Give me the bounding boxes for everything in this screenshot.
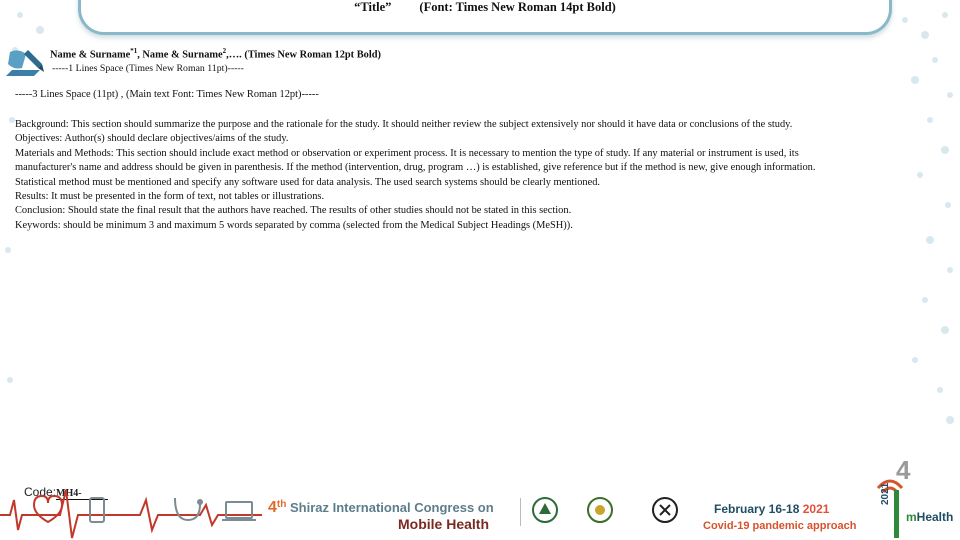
brand-logo-text: [906, 510, 953, 524]
congress-subtitle: Mobile Health: [398, 516, 490, 532]
stethoscope-icon: [175, 498, 200, 520]
brand-logo-m: m: [906, 510, 917, 524]
code-label: Code:: [24, 485, 57, 499]
author-font-note: ,…. (Times New Roman 12pt Bold): [226, 49, 381, 61]
logo-health-ministry: [653, 498, 677, 522]
three-lines-space-note: -----3 Lines Space (11pt) , (Main text Font: Times New Roman 12pt)-----: [15, 89, 319, 100]
author-1-affiliation: *1: [130, 47, 138, 55]
brand-logo-number: 4: [896, 455, 911, 485]
congress-title: [268, 499, 494, 517]
phone-icon: [90, 498, 104, 522]
title-font-note: (Font: Times New Roman 14pt Bold): [419, 0, 616, 14]
abstract-line: Background: This section should summarize the purpose and the rationale for the study. It should neither review the subject extensively nor should it have data or conclusions of the study.: [15, 119, 793, 130]
title-placeholder: “Title”: [354, 0, 392, 14]
abstract-line: Results: It must be presented in the form of text, not tables or illustrations.: [15, 191, 325, 203]
logo-medical-school: [588, 498, 612, 522]
congress-ordinal: th: [276, 499, 287, 510]
one-line-space-note: -----1 Lines Space (Times New Roman 11pt)-----: [52, 63, 244, 74]
congress-number: 4: [268, 499, 277, 516]
writing-hand-icon: [4, 46, 46, 80]
congress-dates: [714, 502, 829, 516]
author-1-name: Name & Surname: [50, 49, 131, 61]
abstract-line: Materials and Methods: This section should include exact method or observation or experiment process. It is necessary to mention the type of study. If any material or instrument is used, its: [15, 147, 799, 159]
congress-theme: Covid-19 pandemic approach: [703, 520, 857, 532]
author-names: [50, 47, 381, 60]
code-value: MH4-: [56, 488, 108, 500]
heart-icon: [34, 496, 62, 522]
abstract-line: Objectives: Author(s) should declare objectives/aims of the study.: [15, 133, 289, 145]
logo-separator: [520, 498, 521, 526]
abstract-line: Statistical method must be mentioned and specify any software used for data analysis. The used search systems should be clearly mentioned.: [15, 176, 600, 188]
author-2-name: , Name & Surname: [137, 49, 223, 61]
logo-university: [533, 498, 557, 522]
author-2-affiliation: 2: [222, 47, 227, 55]
brand-logo-year: 2021: [880, 482, 891, 505]
abstract-body: [15, 118, 950, 233]
page-title: [81, 0, 889, 15]
title-banner: [78, 0, 892, 35]
congress-date-range: February 16-18: [714, 502, 803, 516]
congress-year: 2021: [802, 502, 830, 516]
congress-name: Shiraz International Congress on: [286, 500, 494, 515]
abstract-line: manufacturer's name and address should be given in parenthesis. If the method (intervention, drug, program …) is established, give reference but if the method is new, give enough information.: [15, 162, 816, 174]
brand-logo-health: Health: [916, 510, 954, 524]
abstract-line: Conclusion: Should state the final result that the authors have reached. The results of other studies should not be stated in this section.: [15, 205, 572, 217]
abstract-line: Keywords: should be minimum 3 and maximum 5 words separated by comma (selected from the Medical Subject Headings (MeSH)).: [15, 219, 573, 231]
